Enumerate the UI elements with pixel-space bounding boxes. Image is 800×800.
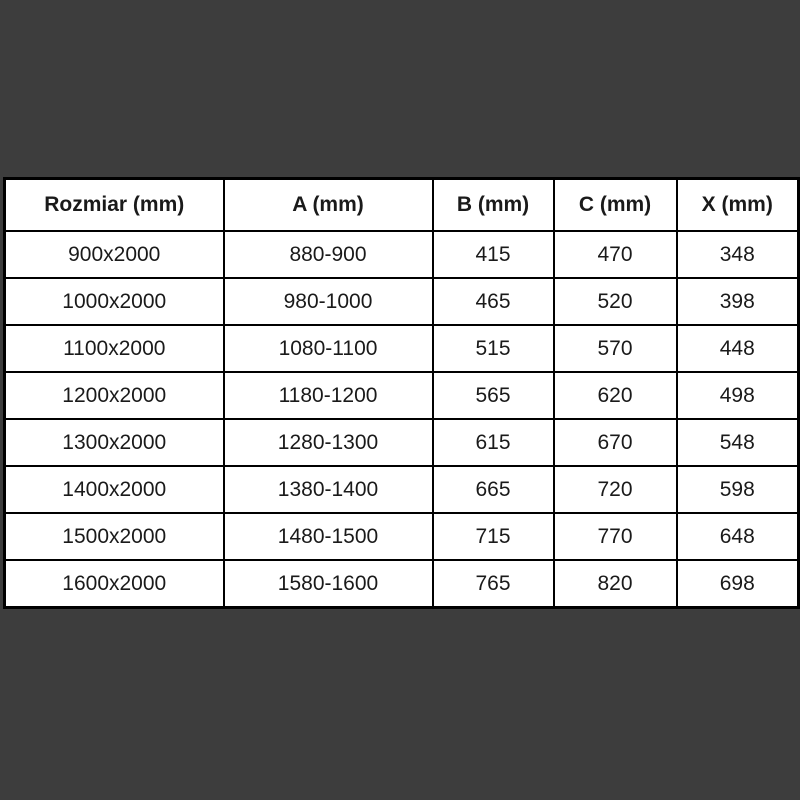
table-cell: 1500x2000 [5, 513, 224, 560]
table-cell: 1200x2000 [5, 372, 224, 419]
table-cell: 820 [554, 560, 677, 608]
table-cell: 1600x2000 [5, 560, 224, 608]
table-cell: 1480-1500 [224, 513, 433, 560]
table-cell: 1080-1100 [224, 325, 433, 372]
table-row [5, 231, 799, 278]
table-cell: 398 [677, 278, 799, 325]
table-cell: 1000x2000 [5, 278, 224, 325]
table-cell: 880-900 [224, 231, 433, 278]
table-cell: 1300x2000 [5, 419, 224, 466]
table-cell: 698 [677, 560, 799, 608]
table-cell: 980-1000 [224, 278, 433, 325]
table-row [5, 278, 799, 325]
table-cell: 548 [677, 419, 799, 466]
table-cell: 565 [433, 372, 554, 419]
table-cell: 900x2000 [5, 231, 224, 278]
table-cell: 1400x2000 [5, 466, 224, 513]
table-cell: 615 [433, 419, 554, 466]
table-cell: 515 [433, 325, 554, 372]
table-cell: 1100x2000 [5, 325, 224, 372]
table-row [5, 560, 799, 608]
table-cell: 348 [677, 231, 799, 278]
table-cell: 498 [677, 372, 799, 419]
column-header-0: Rozmiar (mm) [5, 179, 224, 232]
table-cell: 1180-1200 [224, 372, 433, 419]
table-row [5, 325, 799, 372]
table-cell: 620 [554, 372, 677, 419]
table-row [5, 419, 799, 466]
table-cell: 1580-1600 [224, 560, 433, 608]
table-cell: 470 [554, 231, 677, 278]
column-header-2: B (mm) [433, 179, 554, 232]
table-cell: 1280-1300 [224, 419, 433, 466]
table-cell: 465 [433, 278, 554, 325]
table-cell: 765 [433, 560, 554, 608]
table-cell: 520 [554, 278, 677, 325]
table-cell: 770 [554, 513, 677, 560]
table-cell: 665 [433, 466, 554, 513]
table-cell: 598 [677, 466, 799, 513]
table-cell: 448 [677, 325, 799, 372]
table-cell: 415 [433, 231, 554, 278]
table-row [5, 513, 799, 560]
table-cell: 715 [433, 513, 554, 560]
table-header-row [5, 179, 799, 232]
column-header-1: A (mm) [224, 179, 433, 232]
table-cell: 670 [554, 419, 677, 466]
size-specification-table [3, 177, 800, 609]
table-cell: 570 [554, 325, 677, 372]
table-row [5, 466, 799, 513]
table-cell: 648 [677, 513, 799, 560]
table-cell: 720 [554, 466, 677, 513]
table-row [5, 372, 799, 419]
column-header-3: C (mm) [554, 179, 677, 232]
column-header-4: X (mm) [677, 179, 799, 232]
table-cell: 1380-1400 [224, 466, 433, 513]
